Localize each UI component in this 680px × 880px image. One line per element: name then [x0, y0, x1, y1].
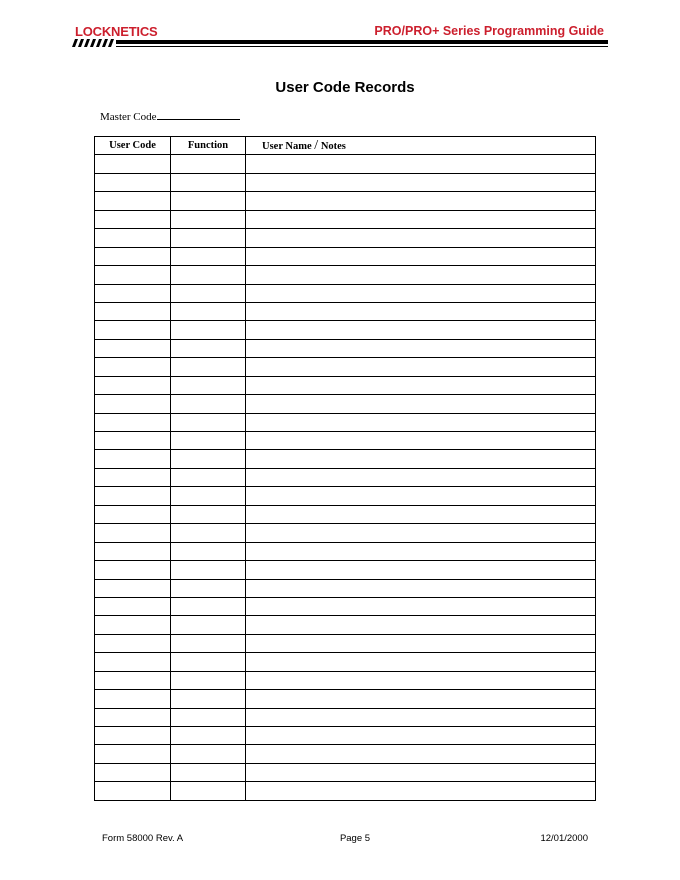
cell-user-code: [95, 487, 171, 505]
cell-user-name-notes: [246, 395, 596, 413]
cell-user-name-notes: [246, 487, 596, 505]
table-row: [95, 690, 596, 708]
header-user-name-notes: [246, 137, 596, 155]
footer-date: 12/01/2000: [540, 833, 588, 844]
table-row: [95, 524, 596, 542]
cell-user-name-notes: [246, 284, 596, 302]
cell-user-code: [95, 155, 171, 173]
cell-function: [171, 616, 246, 634]
table-row: [95, 782, 596, 800]
cell-user-name-notes: [246, 524, 596, 542]
cell-user-name-notes: [246, 321, 596, 339]
cell-user-code: [95, 653, 171, 671]
table-row: [95, 432, 596, 450]
cell-user-code: [95, 413, 171, 431]
cell-user-name-notes: [246, 210, 596, 228]
cell-user-name-notes: [246, 468, 596, 486]
logo: LOCKNETICS: [75, 24, 158, 39]
table-row: [95, 561, 596, 579]
cell-user-code: [95, 542, 171, 560]
cell-user-name-notes: [246, 597, 596, 615]
cell-user-name-notes: [246, 192, 596, 210]
cell-user-code: [95, 671, 171, 689]
cell-user-code: [95, 782, 171, 800]
cell-user-name-notes: [246, 708, 596, 726]
cell-function: [171, 413, 246, 431]
cell-user-code: [95, 284, 171, 302]
table-row: [95, 321, 596, 339]
cell-user-code: [95, 708, 171, 726]
cell-user-code: [95, 229, 171, 247]
table-row: [95, 653, 596, 671]
header-separator: /: [314, 137, 319, 153]
document-title: PRO/PRO+ Series Programming Guide: [374, 24, 604, 38]
cell-function: [171, 192, 246, 210]
table-row: [95, 302, 596, 320]
cell-function: [171, 321, 246, 339]
cell-function: [171, 505, 246, 523]
cell-user-code: [95, 745, 171, 763]
cell-user-name-notes: [246, 690, 596, 708]
cell-user-code: [95, 763, 171, 781]
cell-function: [171, 302, 246, 320]
cell-function: [171, 247, 246, 265]
table-row: [95, 542, 596, 560]
cell-user-name-notes: [246, 450, 596, 468]
cell-user-code: [95, 616, 171, 634]
table-row: [95, 616, 596, 634]
cell-function: [171, 173, 246, 191]
cell-user-name-notes: [246, 745, 596, 763]
cell-user-code: [95, 321, 171, 339]
cell-user-code: [95, 376, 171, 394]
cell-user-code: [95, 727, 171, 745]
cell-function: [171, 579, 246, 597]
table-row: [95, 339, 596, 357]
cell-function: [171, 782, 246, 800]
table-row: [95, 376, 596, 394]
cell-function: [171, 358, 246, 376]
cell-function: [171, 487, 246, 505]
cell-function: [171, 468, 246, 486]
cell-user-code: [95, 505, 171, 523]
cell-user-code: [95, 432, 171, 450]
user-code-table: [94, 136, 596, 801]
cell-user-code: [95, 561, 171, 579]
cell-function: [171, 653, 246, 671]
cell-user-name-notes: [246, 155, 596, 173]
cell-function: [171, 210, 246, 228]
cell-function: [171, 727, 246, 745]
table-row: [95, 358, 596, 376]
master-code-blank: [157, 110, 240, 120]
cell-user-name-notes: [246, 727, 596, 745]
footer-form: Form 58000 Rev. A: [102, 833, 184, 844]
header-user-code: User Code: [95, 137, 171, 155]
cell-user-name-notes: [246, 339, 596, 357]
table-row: [95, 284, 596, 302]
table-row: [95, 247, 596, 265]
cell-user-code: [95, 690, 171, 708]
cell-user-code: [95, 634, 171, 652]
cell-user-code: [95, 302, 171, 320]
master-code-field: [100, 110, 240, 123]
cell-user-name-notes: [246, 505, 596, 523]
cell-function: [171, 339, 246, 357]
cell-function: [171, 597, 246, 615]
table-row: [95, 395, 596, 413]
cell-user-name-notes: [246, 413, 596, 431]
cell-user-code: [95, 173, 171, 191]
table-row: [95, 210, 596, 228]
table-row: [95, 727, 596, 745]
table-row: [95, 634, 596, 652]
table-body: [95, 155, 596, 800]
cell-user-name-notes: [246, 302, 596, 320]
header-rule-thin: [116, 46, 608, 47]
cell-user-code: [95, 579, 171, 597]
cell-function: [171, 432, 246, 450]
table-row: [95, 579, 596, 597]
cell-user-code: [95, 450, 171, 468]
cell-user-name-notes: [246, 229, 596, 247]
cell-user-code: [95, 358, 171, 376]
table-row: [95, 468, 596, 486]
cell-user-code: [95, 339, 171, 357]
cell-user-code: [95, 395, 171, 413]
master-code-label: Master Code: [100, 111, 157, 123]
header-user-name: User Name: [262, 140, 312, 152]
cell-user-code: [95, 247, 171, 265]
table-row: [95, 487, 596, 505]
cell-user-name-notes: [246, 542, 596, 560]
table-row: [95, 413, 596, 431]
cell-user-code: [95, 210, 171, 228]
cell-user-code: [95, 468, 171, 486]
header-function: Function: [171, 137, 246, 155]
cell-user-name-notes: [246, 579, 596, 597]
cell-user-name-notes: [246, 266, 596, 284]
footer-page-number: Page 5: [339, 833, 371, 844]
header-rule-thick: [116, 40, 608, 44]
table-row: [95, 229, 596, 247]
table-row: [95, 192, 596, 210]
page-title: User Code Records: [275, 79, 415, 96]
table-row: [95, 671, 596, 689]
table-header-row: [95, 137, 596, 155]
cell-user-code: [95, 266, 171, 284]
cell-function: [171, 266, 246, 284]
cell-user-name-notes: [246, 358, 596, 376]
cell-user-code: [95, 597, 171, 615]
table-row: [95, 597, 596, 615]
cell-user-name-notes: [246, 173, 596, 191]
cell-function: [171, 763, 246, 781]
cell-function: [171, 745, 246, 763]
cell-function: [171, 671, 246, 689]
table-row: [95, 450, 596, 468]
table-row: [95, 708, 596, 726]
cell-user-name-notes: [246, 432, 596, 450]
table-row: [95, 155, 596, 173]
table-row: [95, 763, 596, 781]
cell-function: [171, 229, 246, 247]
table-row: [95, 505, 596, 523]
cell-function: [171, 690, 246, 708]
cell-user-name-notes: [246, 671, 596, 689]
cell-user-name-notes: [246, 616, 596, 634]
cell-function: [171, 395, 246, 413]
table-row: [95, 266, 596, 284]
cell-user-name-notes: [246, 561, 596, 579]
table-row: [95, 745, 596, 763]
cell-function: [171, 634, 246, 652]
cell-function: [171, 450, 246, 468]
cell-user-name-notes: [246, 247, 596, 265]
cell-function: [171, 284, 246, 302]
table-row: [95, 173, 596, 191]
cell-user-name-notes: [246, 763, 596, 781]
cell-function: [171, 376, 246, 394]
cell-function: [171, 542, 246, 560]
cell-user-code: [95, 192, 171, 210]
cell-user-code: [95, 524, 171, 542]
cell-user-name-notes: [246, 376, 596, 394]
header-notes: Notes: [320, 140, 346, 152]
cell-function: [171, 561, 246, 579]
cell-function: [171, 155, 246, 173]
cell-user-name-notes: [246, 653, 596, 671]
cell-user-name-notes: [246, 634, 596, 652]
cell-user-name-notes: [246, 782, 596, 800]
cell-function: [171, 708, 246, 726]
cell-function: [171, 524, 246, 542]
